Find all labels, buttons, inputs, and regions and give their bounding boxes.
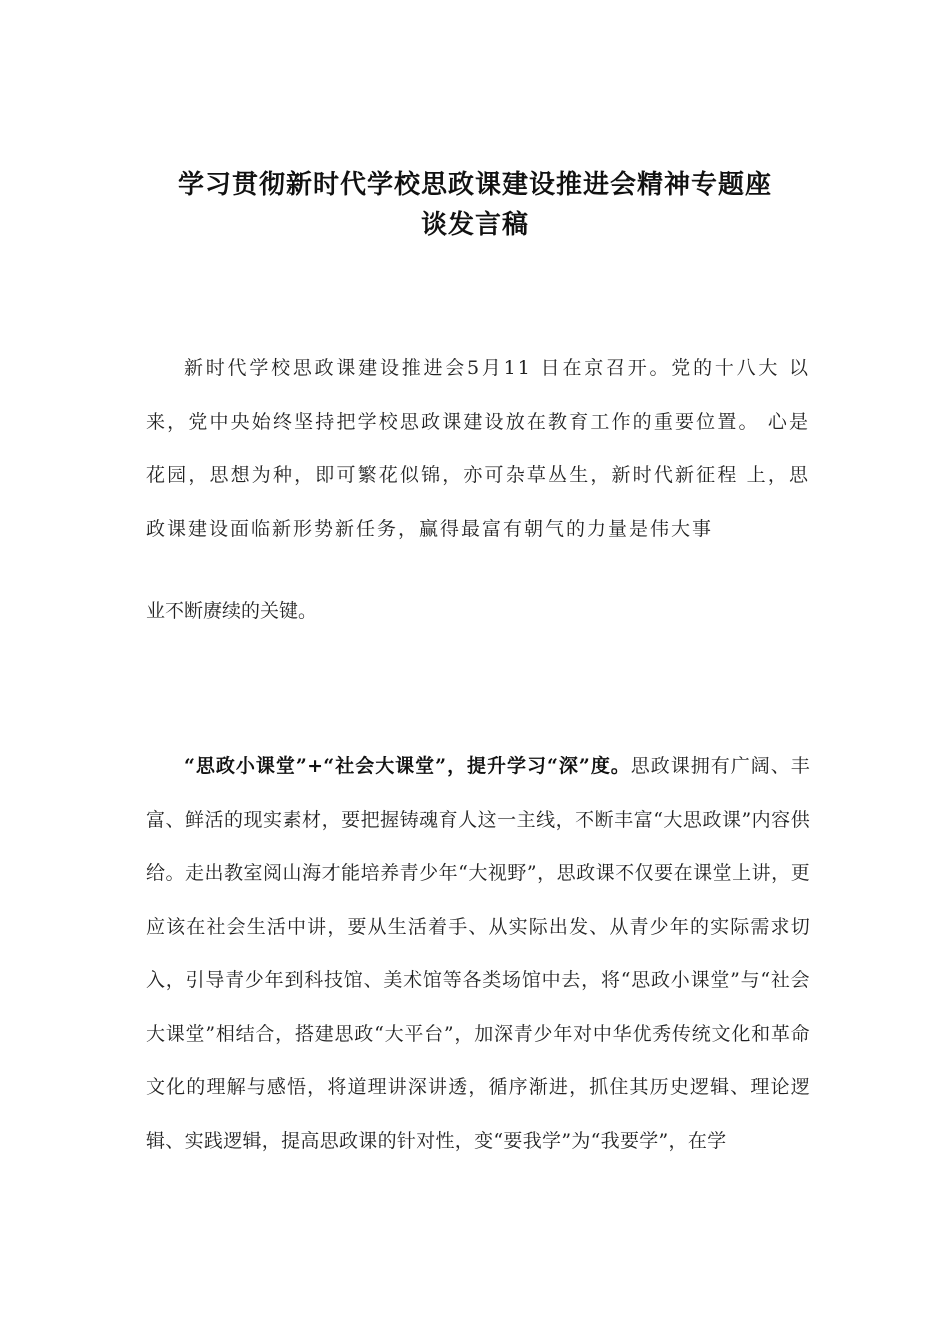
title-line-2: 谈发言稿 (420, 210, 529, 240)
section-heading-inline: “思政小课堂”+“社会大课堂”，提升学习“深”度。 (184, 755, 631, 777)
paragraph-intro-continued: 业不断赓续的关键。 (146, 600, 318, 622)
document-title (0, 165, 950, 245)
paragraph-section-one (146, 740, 810, 1168)
section-body-text: 思政课拥有广阔、丰富、鲜活的现实素材，要把握铸魂育人这一主线，不断丰富“大思政课”内容供给。走出教室阅山海才能培养青少年“大视野”，思政课不仅要在课堂上讲，更应该在社会生活中讲，要从生活着手、从实际出发、从青少年的实际需求切入，引导青少年到科技馆、美术馆等各类场馆中去，将“思政小课堂”与“社会大课堂”相结合，搭建思政“大平台”，加深青少年对中华优秀传统文化和革命文化的理解与感悟，将道理讲深讲透，循序渐进，抓住其历史逻辑、理论逻辑、实践逻辑，提高思政课的针对性，变“要我学”为“我要学”，在学 (146, 755, 810, 1152)
paragraph-intro: 新时代学校思政课建设推进会5月11 日在京召开。党的十八大 以来，党中央始终坚持把学校思政课建设放在教育工作的重要位置。 心是花园，思想为种，即可繁花似锦，亦可杂草丛生，新时代新征程 上，思政课建设面临新形势新任务，赢得最富有朝气的力量是伟大事 (146, 357, 810, 540)
title-line-1: 学习贯彻新时代学校思政课建设推进会精神专题座 (177, 170, 772, 200)
